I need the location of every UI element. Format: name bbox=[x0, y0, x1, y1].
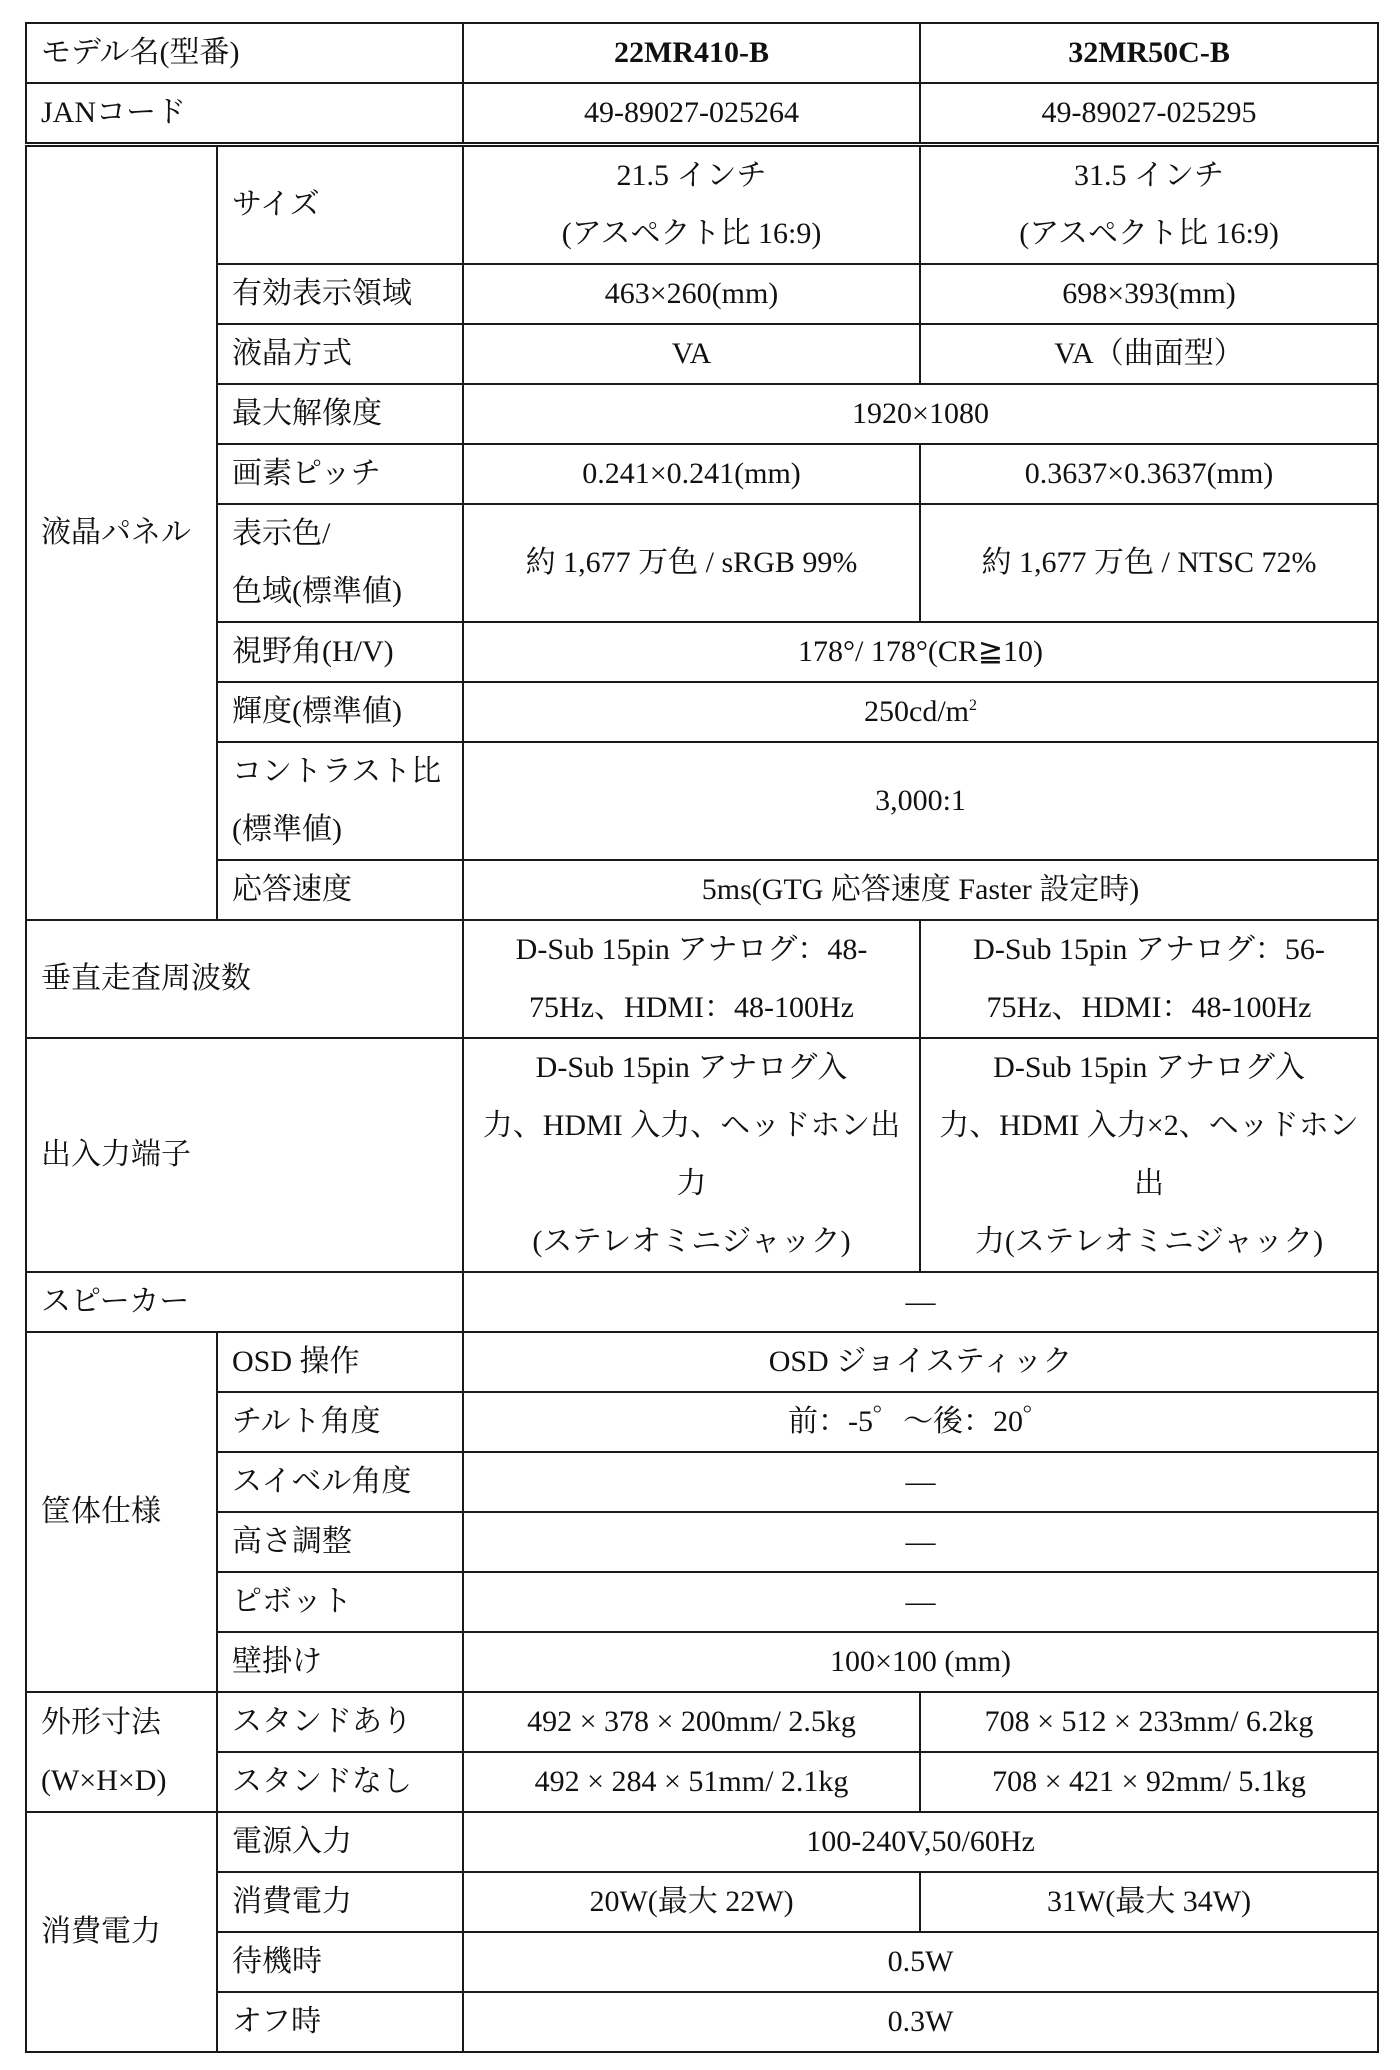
panel-contrast-row bbox=[26, 742, 1378, 860]
height-label: 高さ調整 bbox=[217, 1512, 463, 1572]
io-b-line1: D-Sub 15pin アナログ入 bbox=[993, 1051, 1305, 1084]
wall-value: 100×100 (mm) bbox=[463, 1632, 1378, 1692]
io-a-line3: (ステレオミニジャック) bbox=[532, 1225, 851, 1258]
vfreq-a bbox=[463, 920, 920, 1038]
swivel-label: スイベル角度 bbox=[217, 1452, 463, 1512]
wall-label: 壁掛け bbox=[217, 1632, 463, 1692]
tilt-value: 前：-5゜～後：20゜ bbox=[463, 1392, 1378, 1452]
pivot-label: ピボット bbox=[217, 1572, 463, 1632]
panel-type-row bbox=[26, 324, 1378, 384]
dimensions-group-line2: (W×H×D) bbox=[41, 1764, 167, 1797]
color-label bbox=[217, 504, 463, 622]
with-stand-label: スタンドあり bbox=[217, 1692, 463, 1752]
power-consumption-row bbox=[26, 1872, 1378, 1932]
osd-value: OSD ジョイスティック bbox=[463, 1332, 1378, 1392]
jan-row bbox=[26, 83, 1378, 145]
swivel-value: ― bbox=[463, 1452, 1378, 1512]
panel-size-row bbox=[26, 145, 1378, 265]
size-a-line1: 21.5 インチ bbox=[616, 159, 767, 192]
color-label-line1: 表示色/ bbox=[232, 517, 331, 550]
contrast-value: 3,000:1 bbox=[463, 742, 1378, 860]
vfreq-b-line2: 75Hz、HDMI：48-100Hz bbox=[986, 991, 1312, 1024]
type-label: 液晶方式 bbox=[217, 324, 463, 384]
without-stand-a: 492 × 284 × 51mm/ 2.1kg bbox=[463, 1752, 920, 1812]
panel-view-row bbox=[26, 622, 1378, 682]
io-a bbox=[463, 1038, 920, 1272]
model-b-name: 32MR50C-B bbox=[920, 23, 1378, 83]
brightness-label: 輝度(標準値) bbox=[217, 682, 463, 742]
pitch-label: 画素ピッチ bbox=[217, 444, 463, 504]
dim-stand-row bbox=[26, 1692, 1378, 1752]
dimensions-group-line1: 外形寸法 bbox=[41, 1706, 161, 1739]
height-value: ― bbox=[463, 1512, 1378, 1572]
power-group-label: 消費電力 bbox=[26, 1812, 217, 2052]
size-b bbox=[920, 145, 1378, 265]
off-label: オフ時 bbox=[217, 1992, 463, 2052]
chassis-group-label: 筐体仕様 bbox=[26, 1332, 217, 1692]
off-value: 0.3W bbox=[463, 1992, 1378, 2052]
jan-b: 49-89027-025295 bbox=[920, 83, 1378, 145]
contrast-label-line1: コントラスト比 bbox=[232, 755, 442, 788]
power-input-value: 100-240V,50/60Hz bbox=[463, 1812, 1378, 1872]
with-stand-a: 492 × 378 × 200mm/ 2.5kg bbox=[463, 1692, 920, 1752]
standby-value: 0.5W bbox=[463, 1932, 1378, 1992]
io-a-line1: D-Sub 15pin アナログ入 bbox=[535, 1051, 848, 1084]
io-row bbox=[26, 1038, 1378, 1272]
osd-label: OSD 操作 bbox=[217, 1332, 463, 1392]
tilt-label: チルト角度 bbox=[217, 1392, 463, 1452]
resolution-value: 1920×1080 bbox=[463, 384, 1378, 444]
type-b: VA（曲面型） bbox=[920, 324, 1378, 384]
size-a-line2: (アスペクト比 16:9) bbox=[561, 217, 822, 250]
power-input-row bbox=[26, 1812, 1378, 1872]
speaker-row bbox=[26, 1272, 1378, 1332]
resolution-label: 最大解像度 bbox=[217, 384, 463, 444]
response-value: 5ms(GTG 応答速度 Faster 設定時) bbox=[463, 860, 1378, 920]
size-b-line2: (アスペクト比 16:9) bbox=[1019, 217, 1279, 250]
area-a: 463×260(mm) bbox=[463, 264, 920, 324]
panel-color-row bbox=[26, 504, 1378, 622]
vfreq-a-line1: D-Sub 15pin アナログ：48- bbox=[515, 933, 868, 966]
size-b-line1: 31.5 インチ bbox=[1074, 159, 1225, 192]
brightness-value bbox=[463, 682, 1378, 742]
dim-nostand-row bbox=[26, 1752, 1378, 1812]
color-label-line2: 色域(標準値) bbox=[232, 575, 402, 608]
vfreq-a-line2: 75Hz、HDMI：48-100Hz bbox=[529, 991, 854, 1024]
size-label: サイズ bbox=[217, 145, 463, 265]
consumption-a: 20W(最大 22W) bbox=[463, 1872, 920, 1932]
pitch-a: 0.241×0.241(mm) bbox=[463, 444, 920, 504]
brightness-number: 250cd/m bbox=[864, 695, 970, 728]
color-b: 約 1,677 万色 / NTSC 72% bbox=[920, 504, 1378, 622]
chassis-height-row bbox=[26, 1512, 1378, 1572]
type-a: VA bbox=[463, 324, 920, 384]
color-a: 約 1,677 万色 / sRGB 99% bbox=[463, 504, 920, 622]
area-label: 有効表示領域 bbox=[217, 264, 463, 324]
consumption-b: 31W(最大 34W) bbox=[920, 1872, 1378, 1932]
spec-table bbox=[25, 22, 1379, 2053]
pitch-b: 0.3637×0.3637(mm) bbox=[920, 444, 1378, 504]
model-a-name: 22MR410-B bbox=[463, 23, 920, 83]
io-label: 出入力端子 bbox=[26, 1038, 463, 1272]
panel-area-row bbox=[26, 264, 1378, 324]
consumption-label: 消費電力 bbox=[217, 1872, 463, 1932]
panel-pitch-row bbox=[26, 444, 1378, 504]
panel-brightness-row bbox=[26, 682, 1378, 742]
response-label: 応答速度 bbox=[217, 860, 463, 920]
chassis-osd-row bbox=[26, 1332, 1378, 1392]
speaker-label: スピーカー bbox=[26, 1272, 463, 1332]
panel-resolution-row bbox=[26, 384, 1378, 444]
jan-label: JANコード bbox=[26, 83, 463, 145]
panel-response-row bbox=[26, 860, 1378, 920]
standby-label: 待機時 bbox=[217, 1932, 463, 1992]
chassis-swivel-row bbox=[26, 1452, 1378, 1512]
chassis-tilt-row bbox=[26, 1392, 1378, 1452]
io-b bbox=[920, 1038, 1378, 1272]
brightness-sup: 2 bbox=[969, 697, 978, 714]
without-stand-b: 708 × 421 × 92mm/ 5.1kg bbox=[920, 1752, 1378, 1812]
jan-a: 49-89027-025264 bbox=[463, 83, 920, 145]
chassis-wall-row bbox=[26, 1632, 1378, 1692]
contrast-label bbox=[217, 742, 463, 860]
without-stand-label: スタンドなし bbox=[217, 1752, 463, 1812]
vfreq-b-line1: D-Sub 15pin アナログ：56- bbox=[973, 933, 1325, 966]
power-standby-row bbox=[26, 1932, 1378, 1992]
model-name-label: モデル名(型番) bbox=[26, 23, 463, 83]
vfreq-row bbox=[26, 920, 1378, 1038]
dimensions-group-label bbox=[26, 1692, 217, 1812]
panel-group-label: 液晶パネル bbox=[26, 145, 217, 921]
contrast-label-line2: (標準値) bbox=[232, 813, 342, 846]
area-b: 698×393(mm) bbox=[920, 264, 1378, 324]
io-b-line2: 力、HDMI 入力×2、ヘッドホン出 bbox=[939, 1109, 1359, 1200]
speaker-value: ― bbox=[463, 1272, 1378, 1332]
io-b-line3: 力(ステレオミニジャック) bbox=[974, 1225, 1324, 1258]
view-value: 178°/ 178°(CR≧10) bbox=[463, 622, 1378, 682]
with-stand-b: 708 × 512 × 233mm/ 6.2kg bbox=[920, 1692, 1378, 1752]
pivot-value: ― bbox=[463, 1572, 1378, 1632]
view-label: 視野角(H/V) bbox=[217, 622, 463, 682]
header-row bbox=[26, 23, 1378, 83]
vfreq-b bbox=[920, 920, 1378, 1038]
vfreq-label: 垂直走査周波数 bbox=[26, 920, 463, 1038]
power-input-label: 電源入力 bbox=[217, 1812, 463, 1872]
size-a bbox=[463, 145, 920, 265]
io-a-line2: 力、HDMI 入力、ヘッドホン出力 bbox=[482, 1109, 901, 1200]
power-off-row bbox=[26, 1992, 1378, 2052]
chassis-pivot-row bbox=[26, 1572, 1378, 1632]
